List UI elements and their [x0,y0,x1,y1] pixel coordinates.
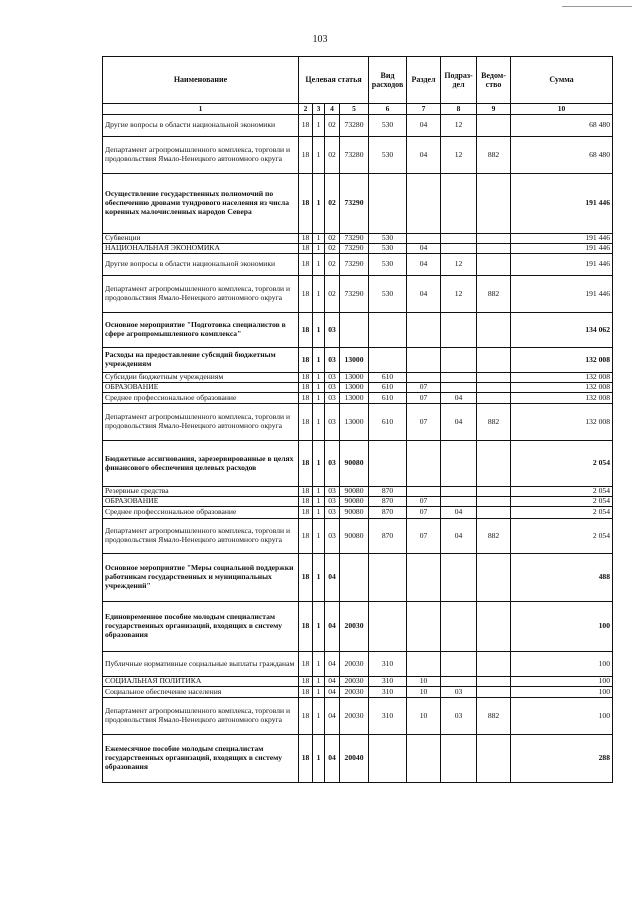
table-cell-target-code: 13000 [340,404,369,441]
table-row [103,348,613,373]
table-cell-section [407,313,441,348]
table-cell-sum: 100 [511,677,613,687]
table-cell-target-event: 03 [325,383,340,393]
table-cell-target-event: 04 [325,698,340,735]
table-cell-target-program: 18 [299,393,313,404]
table-cell-target-code: 20030 [340,602,369,652]
table-cell-target-program: 18 [299,687,313,698]
table-cell-target-program: 18 [299,497,313,507]
table-cell-target-event: 04 [325,554,340,602]
table-row [103,735,613,783]
table-cell-expense-type: 610 [369,373,407,383]
table-cell-expense-type [369,174,407,234]
table-cell-department [477,677,511,687]
table-cell-section: 04 [407,115,441,137]
table-cell-name: Другие вопросы в области национальной экономики [103,115,299,137]
table-cell-department [477,687,511,698]
table-cell-target-subprogram: 1 [313,487,325,497]
table-row [103,507,613,519]
table-cell-section: 10 [407,677,441,687]
table-cell-sum: 132 008 [511,393,613,404]
table-cell-name: Резервные средства [103,487,299,497]
table-cell-section [407,554,441,602]
table-row [103,652,613,677]
table-cell-subsection [441,244,477,254]
table-cell-name: Другие вопросы в области национальной экономики [103,254,299,276]
table-row [103,383,613,393]
table-cell-section: 07 [407,507,441,519]
column-number: 1 [103,104,299,115]
table-cell-target-code: 13000 [340,348,369,373]
table-cell-sum: 2 054 [511,497,613,507]
table-row [103,487,613,497]
table-cell-department [477,234,511,244]
table-cell-expense-type: 870 [369,487,407,497]
table-cell-expense-type: 310 [369,687,407,698]
table-cell-target-subprogram: 1 [313,244,325,254]
table-cell-expense-type: 310 [369,652,407,677]
table-cell-target-program: 18 [299,174,313,234]
table-cell-department: 882 [477,276,511,313]
table-cell-target-event: 04 [325,735,340,783]
table-cell-department [477,497,511,507]
table-cell-department: 882 [477,404,511,441]
table-cell-subsection: 04 [441,507,477,519]
table-cell-target-event: 03 [325,519,340,554]
table-cell-name: Основное мероприятие "Меры социальной поддержки работникам государственных и муниципальных учреждений" [103,554,299,602]
table-cell-target-program: 18 [299,373,313,383]
table-cell-target-code: 73290 [340,254,369,276]
table-cell-target-program: 18 [299,507,313,519]
table-cell-target-code: 20030 [340,687,369,698]
table-cell-subsection: 03 [441,687,477,698]
table-cell-section [407,735,441,783]
table-row [103,174,613,234]
table-cell-section [407,348,441,373]
table-cell-expense-type: 610 [369,404,407,441]
column-number: 5 [340,104,369,115]
table-row [103,393,613,404]
table-cell-sum: 191 446 [511,174,613,234]
table-cell-sum: 2 054 [511,507,613,519]
table-cell-name: Среднее профессиональное образование [103,393,299,404]
table-cell-expense-type: 310 [369,677,407,687]
table-cell-target-subprogram: 1 [313,507,325,519]
table-row [103,244,613,254]
table-cell-target-code: 90080 [340,519,369,554]
table-cell-target-program: 18 [299,254,313,276]
table-cell-department [477,602,511,652]
table-cell-sum: 132 008 [511,404,613,441]
table-cell-target-subprogram: 1 [313,137,325,174]
table-cell-target-code: 73290 [340,174,369,234]
table-row [103,698,613,735]
table-cell-target-program: 18 [299,383,313,393]
table-row [103,519,613,554]
table-cell-sum: 191 446 [511,244,613,254]
table-cell-target-subprogram: 1 [313,383,325,393]
column-number: 10 [511,104,613,115]
table-cell-subsection: 12 [441,276,477,313]
table-row [103,441,613,487]
table-cell-department [477,115,511,137]
budget-table [102,56,613,783]
table-row [103,373,613,383]
header-razdel: Раздел [407,57,441,104]
table-cell-expense-type: 530 [369,276,407,313]
table-cell-section: 07 [407,519,441,554]
table-cell-name: Основное мероприятие "Подготовка специалистов в сфере агропромышленного комплекса" [103,313,299,348]
table-cell-name: ОБРАЗОВАНИЕ [103,383,299,393]
table-cell-expense-type: 610 [369,393,407,404]
table-cell-target-event: 03 [325,507,340,519]
table-cell-target-event: 04 [325,677,340,687]
table-cell-section [407,234,441,244]
table-cell-target-event: 02 [325,254,340,276]
table-cell-section [407,652,441,677]
table-cell-section: 07 [407,383,441,393]
table-cell-name: Департамент агропромышленного комплекса, торговли и продовольствия Ямало-Ненецкого автономного округа [103,519,299,554]
table-cell-target-code [340,313,369,348]
column-number: 8 [441,104,477,115]
table-cell-target-program: 18 [299,487,313,497]
table-cell-department [477,507,511,519]
table-cell-name: Публичные нормативные социальные выплаты гражданам [103,652,299,677]
table-cell-subsection [441,373,477,383]
table-cell-name: Департамент агропромышленного комплекса, торговли и продовольствия Ямало-Ненецкого автономного округа [103,137,299,174]
table-cell-name: Ежемесячное пособие молодым специалистам государственных организаций, входящих в систему образования [103,735,299,783]
table-cell-target-event: 03 [325,373,340,383]
table-cell-target-event: 02 [325,115,340,137]
table-cell-target-code: 20030 [340,677,369,687]
table-cell-target-event: 03 [325,404,340,441]
table-cell-expense-type: 530 [369,137,407,174]
table-cell-expense-type [369,735,407,783]
table-cell-subsection [441,383,477,393]
table-cell-sum: 68 480 [511,115,613,137]
table-cell-subsection: 12 [441,137,477,174]
table-cell-subsection [441,677,477,687]
table-row [103,276,613,313]
table-cell-subsection: 04 [441,393,477,404]
table-cell-target-subprogram: 1 [313,393,325,404]
table-cell-section: 04 [407,137,441,174]
table-cell-target-event: 04 [325,652,340,677]
table-body [103,115,613,783]
table-cell-target-event: 03 [325,441,340,487]
table-row [103,137,613,174]
table-cell-department [477,174,511,234]
table-cell-target-subprogram: 1 [313,735,325,783]
header-row [103,57,613,104]
table-cell-name: СОЦИАЛЬНАЯ ПОЛИТИКА [103,677,299,687]
table-cell-department [477,373,511,383]
table-cell-target-code: 73280 [340,115,369,137]
table-cell-section: 10 [407,687,441,698]
table-row [103,554,613,602]
table-cell-target-event: 02 [325,174,340,234]
table-cell-target-event: 02 [325,137,340,174]
table-cell-sum: 132 008 [511,373,613,383]
table-cell-target-event: 03 [325,393,340,404]
table-cell-department [477,254,511,276]
table-cell-department [477,313,511,348]
table-cell-target-program: 18 [299,441,313,487]
table-cell-target-event: 03 [325,497,340,507]
table-cell-name: Департамент агропромышленного комплекса, торговли и продовольствия Ямало-Ненецкого автономного округа [103,404,299,441]
column-number: 4 [325,104,340,115]
corner-line [562,6,632,7]
table-cell-target-program: 18 [299,404,313,441]
table-cell-sum: 488 [511,554,613,602]
table-cell-sum: 100 [511,687,613,698]
table-cell-subsection: 03 [441,698,477,735]
table-cell-target-event: 02 [325,276,340,313]
column-number: 7 [407,104,441,115]
table-cell-name: Социальное обеспечение населения [103,687,299,698]
header-name: Наименование [103,57,299,104]
table-cell-section: 04 [407,254,441,276]
table-cell-sum: 2 054 [511,519,613,554]
table-cell-target-subprogram: 1 [313,652,325,677]
table-cell-subsection [441,554,477,602]
table-cell-subsection [441,441,477,487]
table-cell-expense-type [369,554,407,602]
table-cell-target-subprogram: 1 [313,174,325,234]
table-cell-section: 07 [407,393,441,404]
table-cell-section [407,487,441,497]
table-cell-target-code: 90080 [340,497,369,507]
table-cell-sum: 68 480 [511,137,613,174]
table-cell-target-program: 18 [299,234,313,244]
table-cell-section: 04 [407,244,441,254]
table-cell-subsection [441,487,477,497]
table-cell-subsection [441,234,477,244]
table-row [103,687,613,698]
table-cell-expense-type: 310 [369,698,407,735]
table-row [103,254,613,276]
table-cell-name: НАЦИОНАЛЬНАЯ ЭКОНОМИКА [103,244,299,254]
table-row [103,313,613,348]
table-cell-target-code: 90080 [340,487,369,497]
table-row [103,602,613,652]
table-row [103,497,613,507]
table-cell-target-program: 18 [299,244,313,254]
table-cell-target-program: 18 [299,735,313,783]
table-cell-name: Субвенции [103,234,299,244]
table-cell-target-program: 18 [299,348,313,373]
table-cell-target-code: 13000 [340,383,369,393]
table-cell-sum: 2 054 [511,487,613,497]
column-number-row [103,104,613,115]
table-cell-expense-type: 870 [369,519,407,554]
table-cell-target-code: 90080 [340,441,369,487]
table-cell-expense-type [369,313,407,348]
table-cell-subsection: 12 [441,254,477,276]
table-cell-target-program: 18 [299,698,313,735]
table-row [103,234,613,244]
table-cell-target-subprogram: 1 [313,441,325,487]
table-cell-target-subprogram: 1 [313,497,325,507]
table-cell-target-subprogram: 1 [313,602,325,652]
table-cell-department [477,554,511,602]
table-cell-section: 07 [407,497,441,507]
table-cell-sum: 2 054 [511,441,613,487]
table-cell-section [407,441,441,487]
table-cell-target-program: 18 [299,677,313,687]
table-cell-target-event: 04 [325,687,340,698]
table-cell-sum: 132 008 [511,383,613,393]
table-cell-section: 04 [407,276,441,313]
table-cell-section: 10 [407,698,441,735]
table-cell-name: Субсидии бюджетным учреждениям [103,373,299,383]
table-cell-subsection: 04 [441,404,477,441]
table-cell-target-subprogram: 1 [313,698,325,735]
table-cell-target-event: 02 [325,244,340,254]
table-cell-target-subprogram: 1 [313,313,325,348]
page-number: 103 [312,34,328,45]
column-number: 2 [299,104,313,115]
table-cell-name: Департамент агропромышленного комплекса, торговли и продовольствия Ямало-Ненецкого автономного округа [103,276,299,313]
table-cell-target-code: 20030 [340,652,369,677]
table-cell-target-event: 03 [325,313,340,348]
table-cell-target-subprogram: 1 [313,404,325,441]
table-cell-subsection [441,348,477,373]
table-cell-subsection [441,313,477,348]
table-row [103,677,613,687]
table-cell-sum: 191 446 [511,254,613,276]
table-cell-sum: 191 446 [511,276,613,313]
column-number: 6 [369,104,407,115]
table-cell-sum: 191 446 [511,234,613,244]
table-row [103,115,613,137]
header-vedomstvo: Ведом-ство [477,57,511,104]
table-cell-section [407,602,441,652]
table-cell-subsection [441,735,477,783]
table-cell-department: 882 [477,137,511,174]
table-cell-target-code: 73280 [340,137,369,174]
table-cell-target-code: 13000 [340,393,369,404]
table-cell-target-event: 04 [325,602,340,652]
column-number: 3 [313,104,325,115]
table-cell-expense-type: 530 [369,244,407,254]
table-cell-name: Расходы на предоставление субсидий бюджетным учреждениям [103,348,299,373]
table-cell-name: Бюджетные ассигнования, зарезервированные в целях финансового обеспечения целевых расходов [103,441,299,487]
table-cell-expense-type: 530 [369,254,407,276]
table-cell-department [477,383,511,393]
header-target: Целевая статья [299,57,369,104]
table-cell-target-code: 20030 [340,698,369,735]
table-cell-name: Среднее профессиональное образование [103,507,299,519]
table-cell-sum: 134 062 [511,313,613,348]
table-cell-target-program: 18 [299,313,313,348]
table-cell-name: Департамент агропромышленного комплекса, торговли и продовольствия Ямало-Ненецкого автономного округа [103,698,299,735]
table-cell-section [407,373,441,383]
table-cell-expense-type: 870 [369,497,407,507]
table-cell-name: ОБРАЗОВАНИЕ [103,497,299,507]
table-cell-expense-type: 870 [369,507,407,519]
table-cell-department [477,735,511,783]
table-cell-department [477,244,511,254]
header-vid: Вид расходов [369,57,407,104]
table-cell-target-subprogram: 1 [313,234,325,244]
table-cell-target-subprogram: 1 [313,373,325,383]
table-cell-sum: 132 008 [511,348,613,373]
table-row [103,404,613,441]
table-cell-target-program: 18 [299,115,313,137]
table-cell-name: Осуществление государственных полномочий по обеспечению дровами тундрового населения из числа коренных малочисленных народов Севера [103,174,299,234]
table-cell-target-code: 20040 [340,735,369,783]
table-cell-expense-type [369,441,407,487]
table-cell-subsection [441,497,477,507]
header-podrazdel: Подраз-дел [441,57,477,104]
table-cell-sum: 100 [511,698,613,735]
table-cell-target-program: 18 [299,137,313,174]
table-cell-target-program: 18 [299,602,313,652]
table-cell-target-program: 18 [299,519,313,554]
table-cell-target-code: 13000 [340,373,369,383]
table-cell-department [477,348,511,373]
table-cell-target-subprogram: 1 [313,677,325,687]
table-cell-expense-type [369,602,407,652]
table-cell-target-program: 18 [299,652,313,677]
table-cell-target-subprogram: 1 [313,554,325,602]
table-cell-target-program: 18 [299,276,313,313]
table-cell-expense-type [369,348,407,373]
table-cell-subsection: 12 [441,115,477,137]
table-cell-expense-type: 530 [369,234,407,244]
table-cell-subsection [441,652,477,677]
table-cell-target-event: 03 [325,487,340,497]
table-cell-target-subprogram: 1 [313,276,325,313]
table-cell-target-code: 73290 [340,234,369,244]
table-cell-subsection: 04 [441,519,477,554]
table-cell-target-code: 90080 [340,507,369,519]
table-cell-section: 07 [407,404,441,441]
table-cell-section [407,174,441,234]
table-cell-sum: 100 [511,602,613,652]
table-cell-name: Единовременное пособие молодым специалистам государственных организаций, входящих в систему образования [103,602,299,652]
table-cell-target-event: 02 [325,234,340,244]
table-cell-department: 882 [477,519,511,554]
table-cell-target-code: 73290 [340,244,369,254]
table-cell-target-event: 03 [325,348,340,373]
table-cell-target-subprogram: 1 [313,348,325,373]
table-cell-target-subprogram: 1 [313,687,325,698]
table-cell-target-subprogram: 1 [313,254,325,276]
table-cell-expense-type: 610 [369,383,407,393]
column-number: 9 [477,104,511,115]
table-cell-target-code [340,554,369,602]
header-summa: Сумма [511,57,613,104]
table-cell-department [477,441,511,487]
table-cell-sum: 288 [511,735,613,783]
table-cell-target-subprogram: 1 [313,115,325,137]
table-cell-target-program: 18 [299,554,313,602]
table-cell-sum: 100 [511,652,613,677]
table-cell-department [477,487,511,497]
table-cell-department [477,393,511,404]
table-cell-target-subprogram: 1 [313,519,325,554]
table-cell-department [477,652,511,677]
table-cell-subsection [441,602,477,652]
table-cell-expense-type: 530 [369,115,407,137]
table-cell-target-code: 73290 [340,276,369,313]
table-cell-subsection [441,174,477,234]
table-cell-department: 882 [477,698,511,735]
